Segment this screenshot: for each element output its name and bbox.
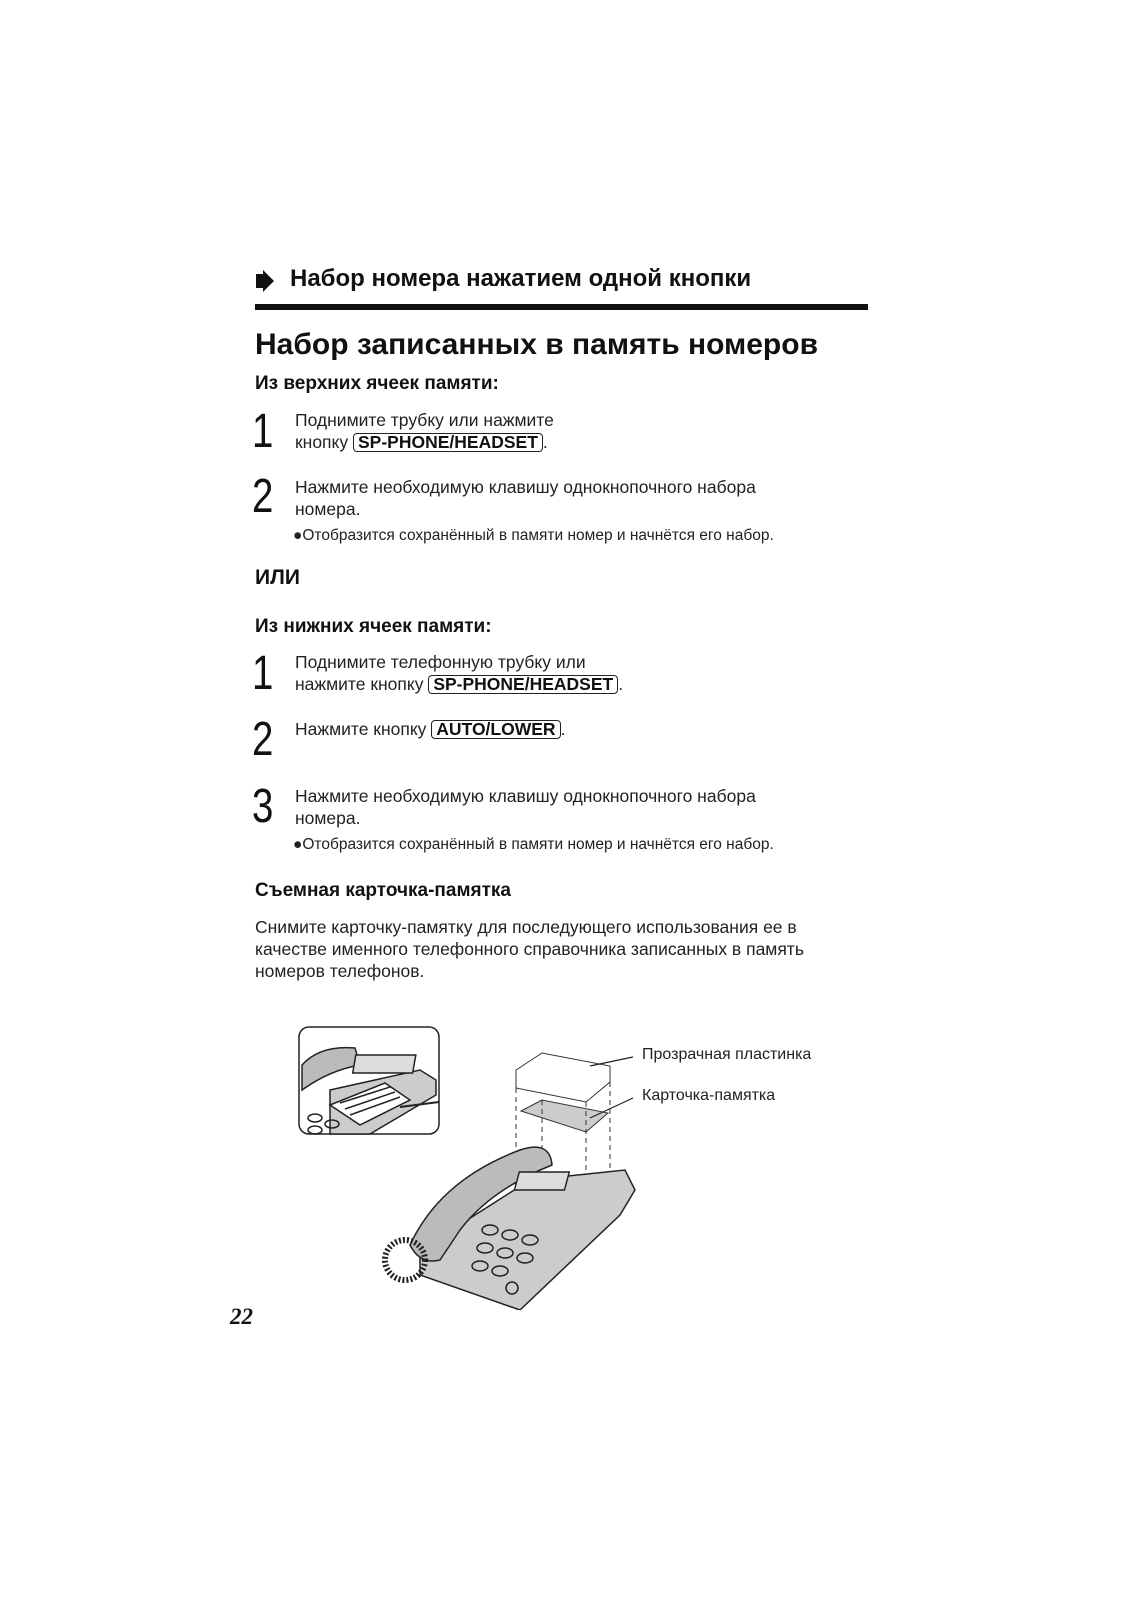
step-text [295,785,756,829]
section-header: Набор номера нажатием одной кнопки [290,265,752,292]
step-text [295,718,565,740]
or-label: ИЛИ [255,566,300,589]
step-line [295,718,565,740]
step-line [295,673,623,695]
text: . [560,719,566,739]
upper-heading: Из верхних ячеек памяти: [255,373,499,394]
page-title: Набор записанных в память номеров [255,328,819,361]
step-number: 1 [252,647,274,700]
step-line: Нажмите необходимую клавишу однокнопочного набора [295,477,756,497]
paragraph-line: качестве именного телефонного справочника записанных в память [255,939,804,959]
page-number: 22 [230,1304,253,1329]
step-text [295,651,623,695]
step-text [295,476,756,520]
header-rule [255,304,868,310]
label-memo-card: Карточка-памятка [642,1087,776,1104]
sp-phone-headset-key: SP-PHONE/HEADSET [353,433,543,452]
text: кнопку [295,432,353,452]
paragraph-line: Снимите карточку-памятку для последующего использования ее в [255,917,797,937]
card-heading: Съемная карточка-памятка [255,880,511,901]
text: Нажмите кнопку [295,719,432,739]
text: . [542,432,548,452]
step-note: ●Отобразится сохранённый в памяти номер и начнётся его набор. [293,836,774,853]
auto-lower-key: AUTO/LOWER [431,720,560,739]
step-number: 1 [252,405,274,458]
step-line [295,431,554,453]
inset-detail [299,1027,439,1134]
step-line: Поднимите телефонную трубку или [295,652,586,672]
paragraph-line: номеров телефонов. [255,961,425,981]
step-line: номера. [295,808,361,828]
step-line: Поднимите трубку или нажмите [295,410,554,430]
text: нажмите кнопку [295,674,429,694]
step-number: 3 [252,780,274,833]
step-number: 2 [252,470,274,523]
step-note: ●Отобразится сохранённый в памяти номер и начнётся его набор. [293,527,774,544]
step-line: Нажмите необходимую клавишу однокнопочного набора [295,786,756,806]
lower-heading: Из нижних ячеек памяти: [255,616,492,637]
arrow-right-icon [256,270,274,292]
step-number: 2 [252,713,274,766]
label-transparent-plate: Прозрачная пластинка [642,1046,812,1063]
step-text [295,409,554,453]
telephone [385,1147,635,1310]
text: . [618,674,624,694]
card-paragraph [255,916,804,982]
step-line: номера. [295,499,361,519]
sp-phone-headset-key: SP-PHONE/HEADSET [428,675,618,694]
